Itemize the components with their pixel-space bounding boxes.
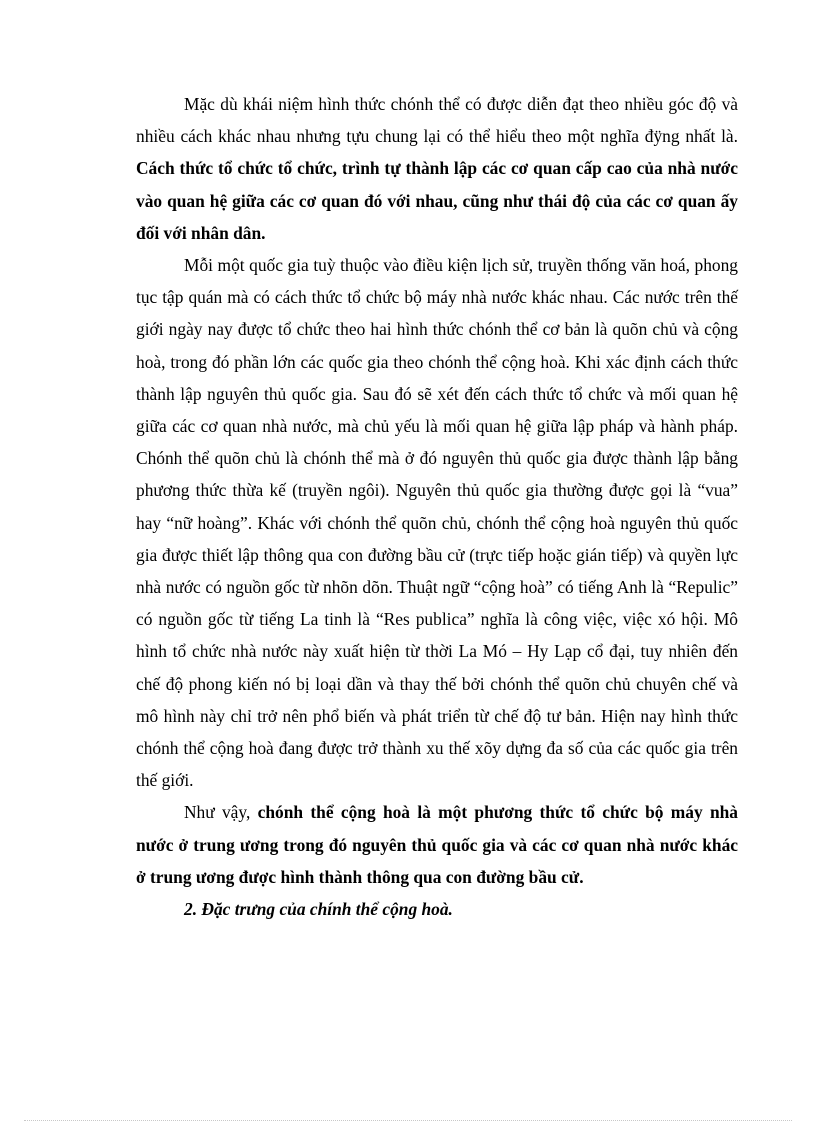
paragraph-definition <box>136 88 738 249</box>
paragraph-forms-text: Mỗi một quốc gia tuỳ thuộc vào điều kiện lịch sử, truyền thống văn hoá, phong tục tập quán mà có cách thức tổ chức bộ máy nhà nước khác nhau. Các nước trên thế giới ngày nay được tổ chức theo hai hình thức chónh thể cơ bản là quõn chủ và cộng hoà, trong đó phần lớn các quốc gia theo chónh thể cộng hoà. Khi xác định cách thức thành lập nguyên thủ quốc gia. Sau đó sẽ xét đến cách thức tổ chức và mối quan hệ giữa các cơ quan nhà nước, mà chủ yếu là mối quan hệ giữa lập pháp và hành pháp. Chónh thể quõn chủ là chónh thể mà ở đó nguyên thủ quốc gia được thành lập bằng phương thức thừa kế (truyền ngôi). Nguyên thủ quốc gia thường được gọi là “vua” hay “nữ hoàng”. Khác với chónh thể quõn chủ, chónh thể cộng hoà nguyên thủ quốc gia được thiết lập thông qua con đường bầu cử (trực tiếp hoặc gián tiếp) và quyền lực nhà nước có nguồn gốc từ nhõn dõn. Thuật ngữ “cộng hoà” có tiếng Anh là “Repulic” có nguồn gốc từ tiếng La tinh là “Res publica” nghĩa là công việc, việc xó hội. Mô hình tổ chức nhà nước này xuất hiện từ thời La Mó – Hy Lạp cổ đại, tuy nhiên đến chế độ phong kiến nó bị loại dần và thay thế bởi chónh thể quõn chủ chuyên chế và mô hình này chỉ trở nên phổ biến và phát triển từ chế độ tư bản. Hiện nay hình thức chónh thể cộng hoà đang được trở thành xu thế xõy dựng đa số của các quốc gia trên thế giới. <box>136 255 738 791</box>
paragraph-definition-bold: Cách thức tổ chức tổ chức, trình tự thành lập các cơ quan cấp cao của nhà nước vào quan hệ giữa các cơ quan đó với nhau, cũng như thái độ của các cơ quan ấy đối với nhân dân. <box>136 158 738 243</box>
section-heading: 2. Đặc trưng của chính thể cộng hoà. <box>184 899 453 920</box>
paragraph-forms <box>136 249 738 796</box>
paragraph-conclusion <box>136 796 738 893</box>
paragraph-conclusion-bold: chónh thể cộng hoà là một phương thức tổ chức bộ máy nhà nước ở trung ương trong đó nguyên thủ quốc gia và các cơ quan nhà nước khác ở trung ương được hình thành thông qua con đường bầu cử. <box>136 802 738 887</box>
paragraph-conclusion-text: Như vậy, <box>184 802 258 823</box>
document-page <box>136 88 738 925</box>
paragraph-definition-text: Mặc dù khái niệm hình thức chónh thể có được diễn đạt theo nhiều góc độ và nhiều cách khác nhau nhưng tựu chung lại có thể hiểu theo một nghĩa đÿng nhất là. <box>136 94 738 147</box>
page-bottom-divider <box>24 1120 792 1121</box>
